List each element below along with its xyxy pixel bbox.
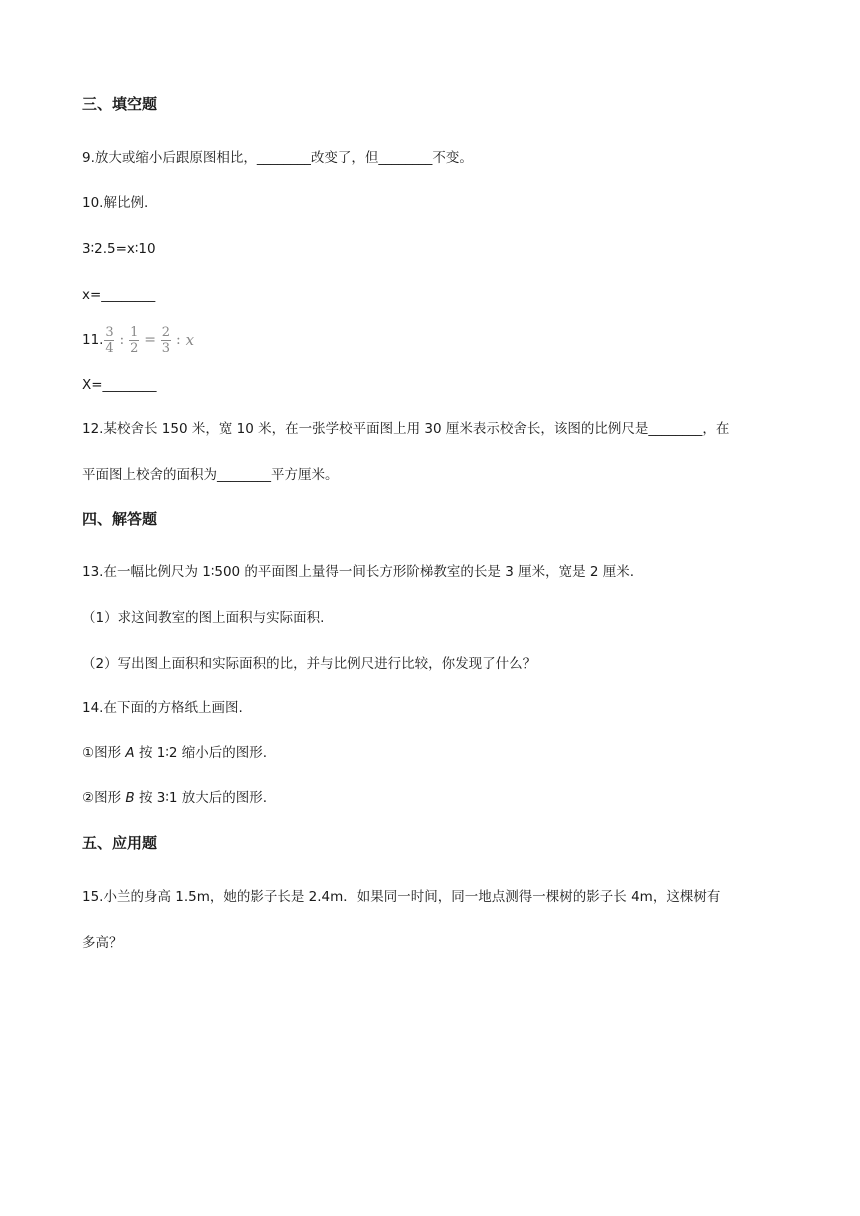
question-14-item-2: ②图形 B 按 3∶1 放大后的图形. <box>82 790 268 806</box>
question-12-line-1: 12.某校舍长 150 米，宽 10 米，在一张学校平面图上用 30 厘米表示校舍长，该图的比例尺是________，在 <box>82 421 730 437</box>
section-5-heading: 五、应用题 <box>82 834 158 852</box>
section-4-heading: 四、解答题 <box>82 510 158 528</box>
question-15-line-1: 15.小兰的身高 1.5m，她的影子长是 2.4m．如果同一时间，同一地点测得一棵树的影子长 4m，这棵树有 <box>82 889 721 905</box>
question-13-part-1: （1）求这间教室的图上面积与实际面积. <box>82 610 325 626</box>
fraction-one-half: 1 2 <box>130 324 139 356</box>
fraction-two-thirds: 2 3 <box>161 324 171 356</box>
question-15-line-2: 多高？ <box>82 935 123 951</box>
question-11-equation: 3 4 : 1 2 = 2 3 : x <box>105 324 195 356</box>
question-10-answer: x=________ <box>82 287 156 303</box>
question-13-stem: 13.在一幅比例尺为 1∶500 的平面图上量得一间长方形阶梯教室的长是 3 厘米，宽是 2 厘米. <box>82 564 635 580</box>
question-9: 9.放大或缩小后跟原图相比，________改变了，但________不变。 <box>82 150 473 166</box>
question-14-stem: 14.在下面的方格纸上画图. <box>82 700 243 716</box>
question-10-expression: 3∶2.5=x∶10 <box>82 241 156 257</box>
question-11-number: 11. <box>82 332 104 348</box>
question-11 <box>82 320 194 360</box>
question-13-part-2: （2）写出图上面积和实际面积的比，并与比例尺进行比较，你发现了什么？ <box>82 656 537 672</box>
fraction-three-quarters: 3 4 <box>105 324 114 356</box>
section-3-heading: 三、填空题 <box>82 95 158 113</box>
question-11-answer: X=________ <box>82 377 157 393</box>
question-10-stem: 10.解比例. <box>82 195 149 211</box>
question-12-line-2: 平面图上校舍的面积为________平方厘米。 <box>82 467 339 483</box>
question-14-item-1: ①图形 A 按 1∶2 缩小后的图形. <box>82 745 268 761</box>
